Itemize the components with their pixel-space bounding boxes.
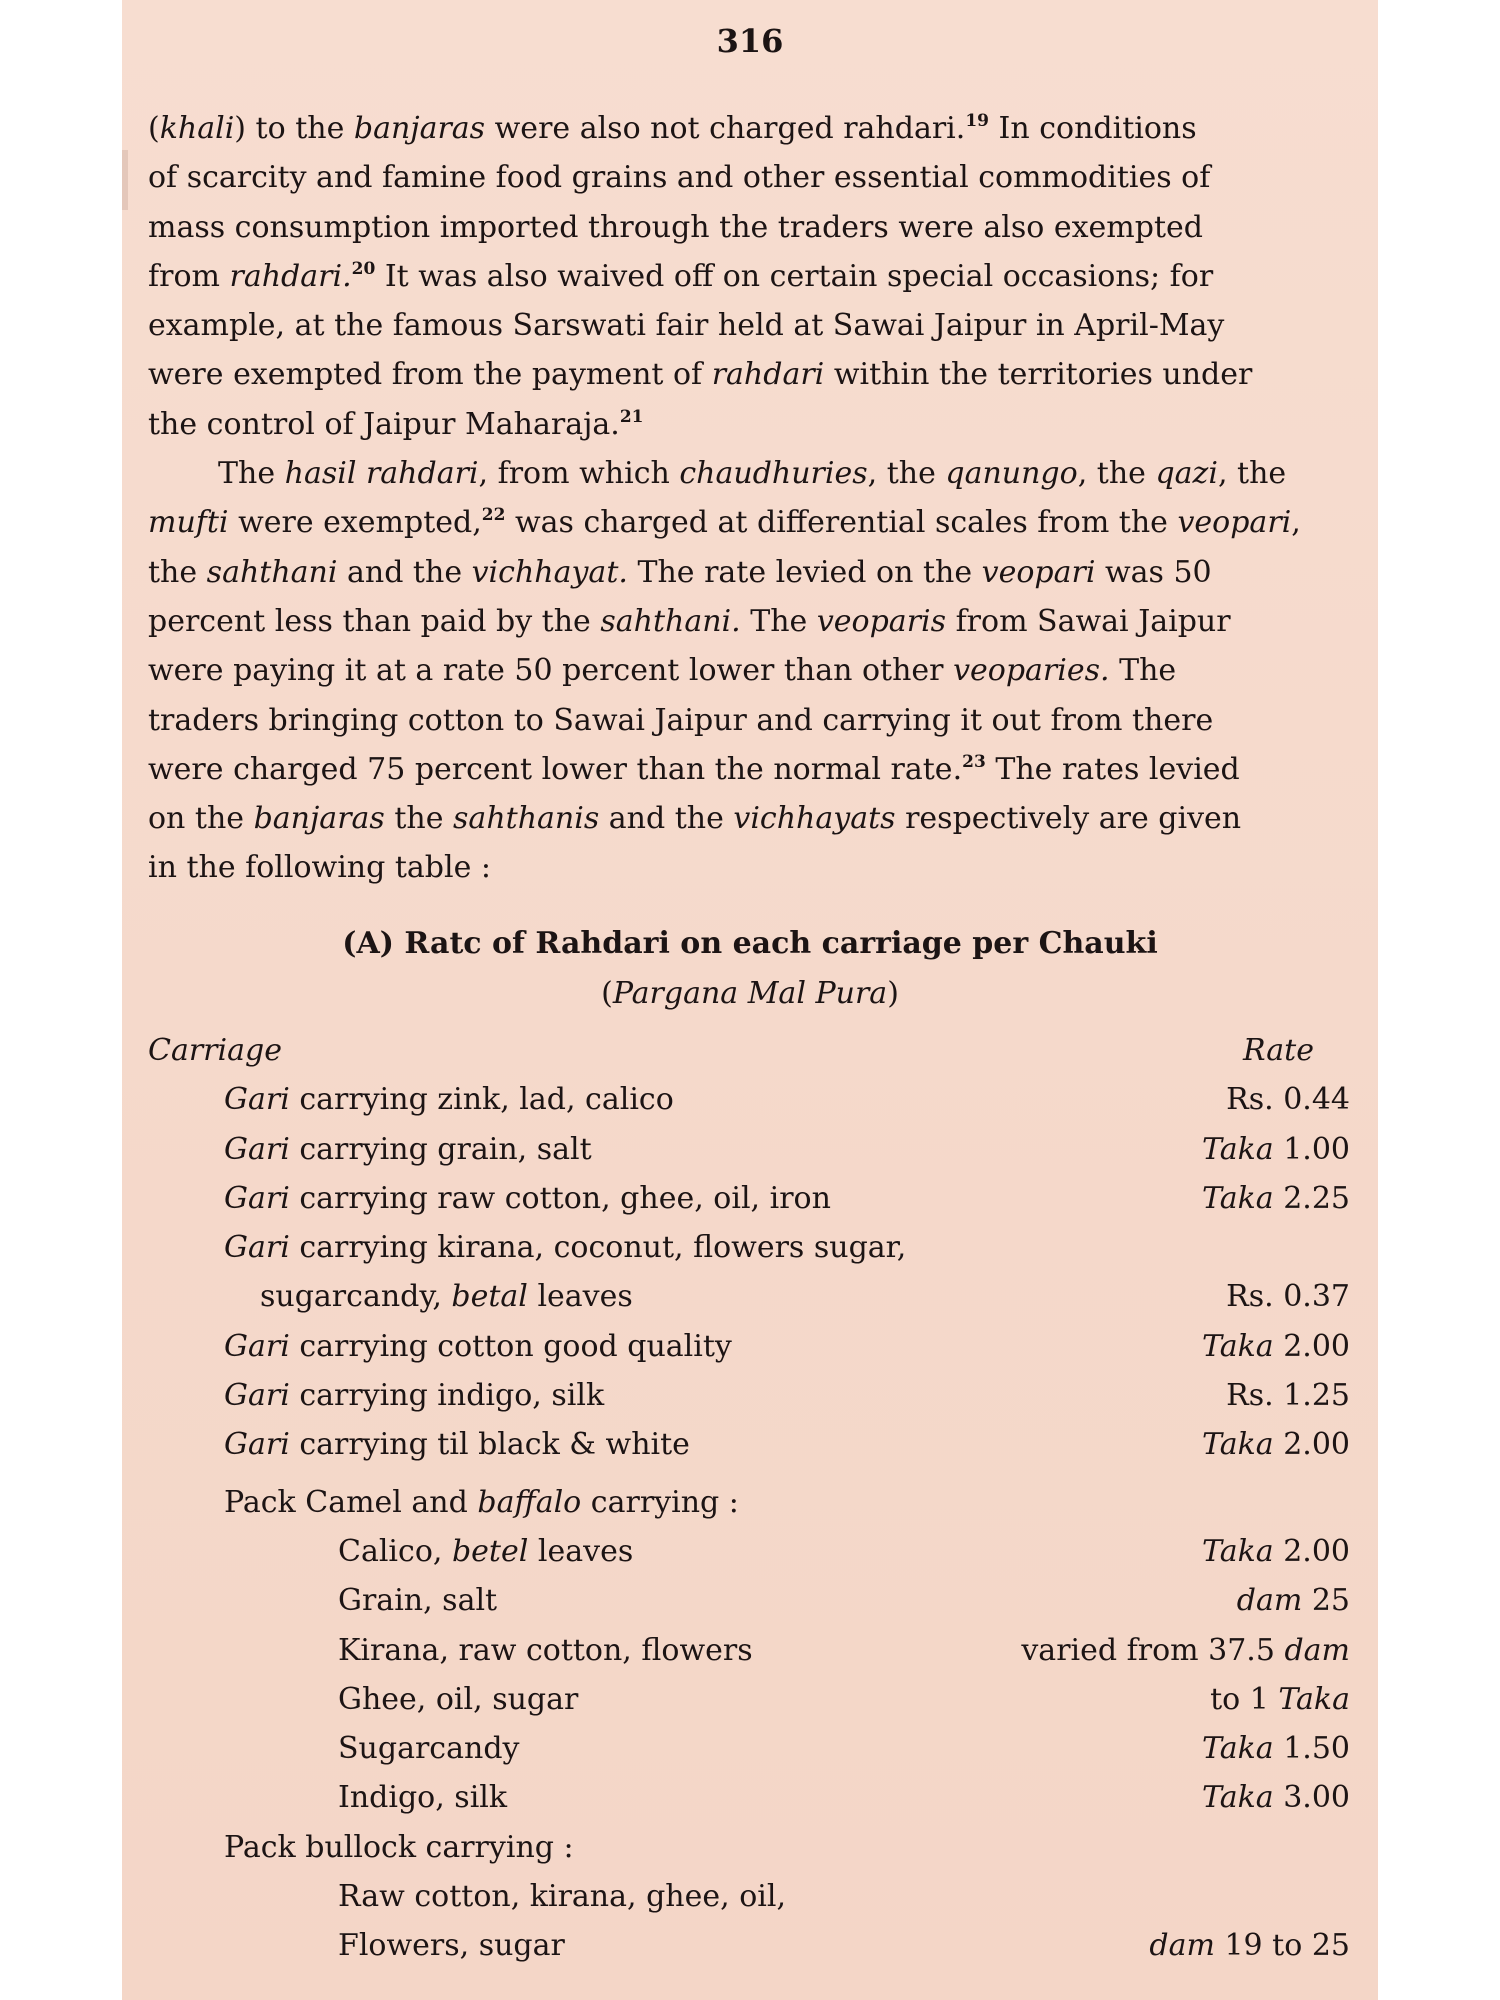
- table-row: Gari carrying raw cotton, ghee, oil, iron Taka 2.25: [224, 1180, 1350, 1216]
- text-line: (khali) to the banjaras were also not charged rahdari.$^{19}$ In conditions: [148, 111, 1197, 146]
- text-line: traders bringing cotton to Sawai Jaipur and carrying it out from there: [148, 702, 1214, 738]
- table-row: Gari carrying grain, salt Taka 1.00: [224, 1131, 1350, 1167]
- text-line: were exempted from the payment of rahdari within the territories under: [148, 357, 1253, 393]
- text-line: The hasil rahdari, from which chaudhuries, the qanungo, the qazi, the: [218, 456, 1287, 492]
- text-line: on the banjaras the sahthanis and the vichhayats respectively are given: [148, 801, 1242, 837]
- table-row: Gari carrying kirana, coconut, flowers sugar,: [224, 1230, 907, 1266]
- text-line: from rahdari.$^{20}$ It was also waived off on certain special occasions; for: [148, 258, 1214, 294]
- text-line: were paying it at a rate 50 percent lower than other veoparies. The: [148, 653, 1177, 689]
- table-row: Calico, betel leaves Taka 2.00: [338, 1533, 1350, 1569]
- table-header: [148, 1026, 1350, 1075]
- page-edge-shadow: [122, 150, 128, 210]
- table-row: Gari carrying indigo, silk Rs. 1.25: [224, 1378, 1350, 1414]
- text-line: in the following table :: [148, 850, 492, 886]
- table-row: Grain, salt dam 25: [338, 1583, 1350, 1619]
- table-row: Gari carrying cotton good quality Taka 2.00: [224, 1328, 1350, 1364]
- table-title: (A) Ratc of Rahdari on each carriage per Chauki: [342, 926, 1158, 961]
- table-row: Ghee, oil, sugar to 1 Taka: [338, 1681, 1350, 1717]
- table-row: Flowers, sugar dam 19 to 25: [338, 1928, 1350, 1964]
- bullock-section-heading: Pack bullock carrying :: [224, 1829, 574, 1865]
- text-line: mufti were exempted,$^{22}$ was charged at differential scales from the veopari,: [148, 505, 1301, 541]
- table-row: Gari carrying til black & white Taka 2.00: [224, 1427, 1350, 1463]
- table-row: Sugarcandy Taka 1.50: [338, 1731, 1350, 1767]
- table-row: Raw cotton, kirana, ghee, oil,: [338, 1879, 786, 1915]
- camel-section-heading: Pack Camel and baffalo carrying :: [224, 1484, 739, 1520]
- rate-table: [148, 1026, 1350, 1971]
- text-line: the control of Jaipur Maharaja.$^{21}$: [148, 406, 644, 442]
- text-line: were charged 75 percent lower than the normal rate.$^{23}$ The rates levied: [148, 751, 1240, 787]
- table-row: sugarcandy, betal leaves Rs. 0.37: [260, 1279, 1350, 1315]
- column-header-rate: Rate: [1243, 1033, 1314, 1068]
- column-header-carriage: Carriage: [148, 1033, 282, 1068]
- body-text: [148, 104, 1350, 893]
- text-line: percent less than paid by the sahthani. The veoparis from Sawai Jaipur: [148, 603, 1231, 639]
- text-line: the sahthani and the vichhayat. The rate levied on the veopari was 50: [148, 554, 1212, 590]
- text-line: example, at the famous Sarswati fair held at Sawai Jaipur in April-May: [148, 308, 1225, 344]
- table-subtitle: (Pargana Mal Pura): [601, 976, 899, 1011]
- table-row: Indigo, silk Taka 3.00: [338, 1780, 1350, 1816]
- table-row: Gari carrying zink, lad, calico Rs. 0.44: [224, 1082, 1350, 1118]
- text-line: mass consumption imported through the traders were also exempted: [148, 209, 1203, 245]
- table-row: Kirana, raw cotton, flowers varied from 37.5 dam: [338, 1632, 1350, 1668]
- text-line: of scarcity and famine food grains and other essential commodities of: [148, 160, 1211, 196]
- page-number: 316: [716, 22, 784, 60]
- book-page: [122, 0, 1378, 2000]
